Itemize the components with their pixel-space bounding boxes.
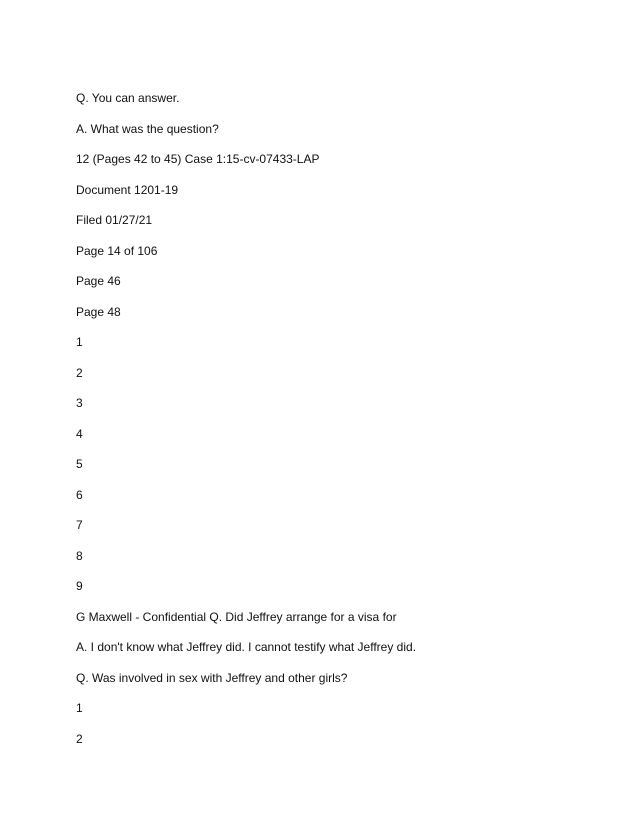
question-line: Q. You can answer.	[76, 91, 180, 105]
question-line: G Maxwell - Confidential Q. Did Jeffrey arrange for a visa for	[76, 609, 397, 624]
line-number: 4	[76, 426, 83, 441]
answer-line: A. I don't know what Jeffrey did. I cannot testify what Jeffrey did.	[76, 640, 417, 654]
answer-line: A. What was the question?	[76, 121, 219, 136]
line-number: 3	[76, 396, 83, 410]
page-label-line: Page 46	[76, 274, 121, 288]
line-number: 5	[76, 457, 83, 471]
line-number: 7	[76, 518, 83, 532]
filed-date-line: Filed 01/27/21	[76, 213, 153, 227]
line-number: 9	[76, 579, 83, 593]
case-header-line: 12 (Pages 42 to 45) Case 1:15-cv-07433-LAP	[76, 152, 320, 166]
line-number: 1	[76, 335, 83, 349]
transcript-lines	[76, 88, 616, 759]
line-number: 6	[76, 487, 83, 502]
line-number: 2	[76, 365, 83, 380]
line-number: 1	[76, 701, 83, 715]
question-line: Q. Was involved in sex with Jeffrey and other girls?	[76, 670, 348, 685]
line-number: 2	[76, 731, 83, 746]
page-label-line: Page 48	[76, 304, 121, 319]
document-number-line: Document 1201-19	[76, 182, 179, 197]
line-number: 8	[76, 548, 83, 563]
page-count-line: Page 14 of 106	[76, 243, 158, 258]
